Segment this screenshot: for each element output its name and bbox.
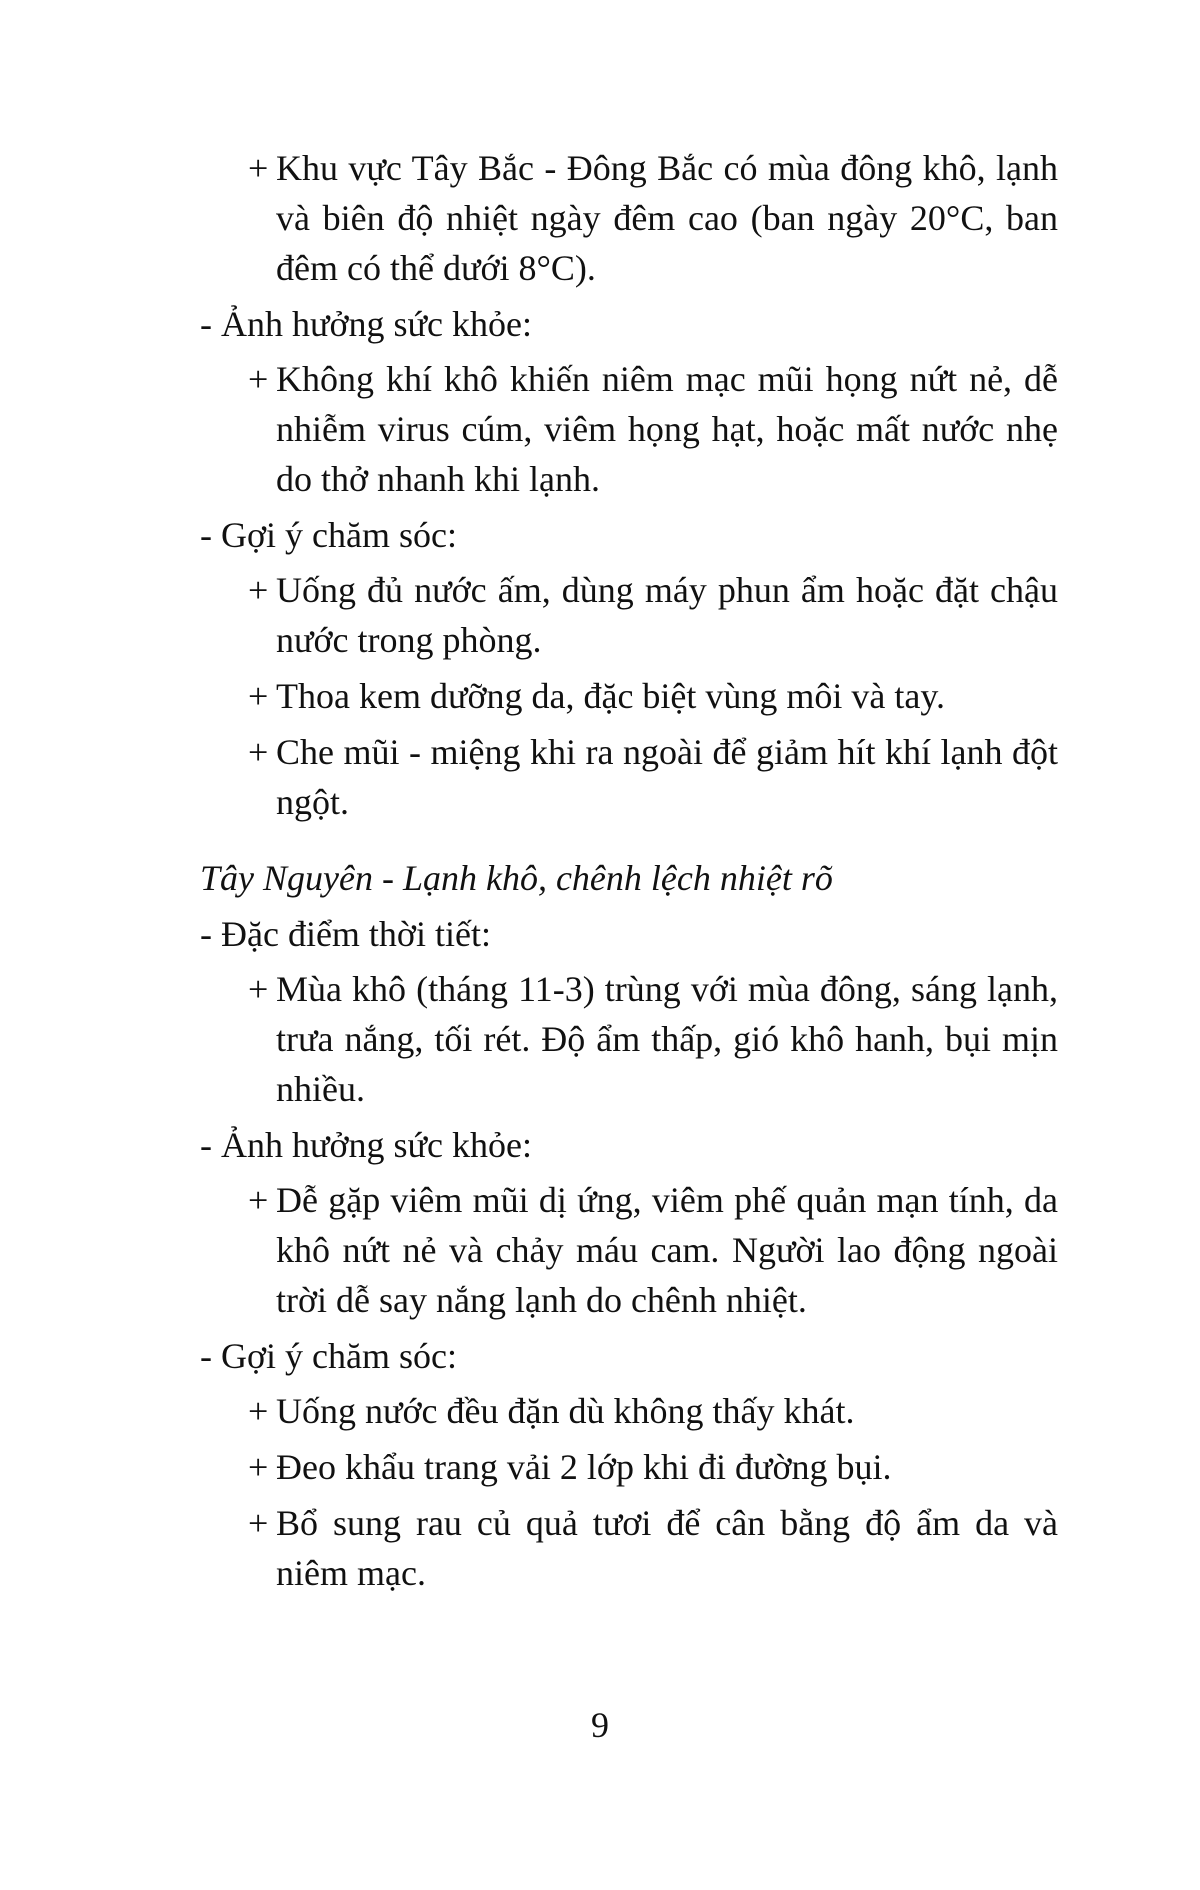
- list-item: [200, 565, 1058, 665]
- section-heading-care-tips: - Gợi ý chăm sóc:: [200, 1336, 457, 1376]
- section-heading-weather: - Đặc điểm thời tiết:: [200, 914, 491, 954]
- list-item-text: Uống nước đều đặn dù không thấy khát.: [276, 1391, 855, 1431]
- section-heading-care-tips: - Gợi ý chăm sóc:: [200, 515, 457, 555]
- list-item-text: Che mũi - miệng khi ra ngoài để giảm hít khí lạnh đột ngột.: [276, 732, 1058, 822]
- plus-bullet: +: [248, 359, 269, 399]
- list-item: [200, 143, 1058, 293]
- list-item: [200, 727, 1058, 827]
- list-item: [200, 964, 1058, 1114]
- list-item: [200, 354, 1058, 504]
- list-item-text: Mùa khô (tháng 11-3) trùng với mùa đông, sáng lạnh, trưa nắng, tối rét. Độ ẩm thấp, gió khô hanh, bụi mịn nhiều.: [276, 969, 1058, 1109]
- plus-bullet: +: [248, 1180, 269, 1220]
- list-item-text: Dễ gặp viêm mũi dị ứng, viêm phế quản mạn tính, da khô nứt nẻ và chảy máu cam. Người lao động ngoài trời dễ say nắng lạnh do chênh nhiệt.: [276, 1180, 1058, 1320]
- section-heading-health-effects: - Ảnh hưởng sức khỏe:: [200, 304, 533, 344]
- page-number: 9: [591, 1705, 609, 1745]
- list-item-text: Bổ sung rau củ quả tươi để cân bằng độ ẩm da và niêm mạc.: [276, 1503, 1058, 1593]
- list-item-text: Uống đủ nước ấm, dùng máy phun ẩm hoặc đặt chậu nước trong phòng.: [276, 570, 1058, 660]
- section-heading-health-effects: - Ảnh hưởng sức khỏe:: [200, 1125, 533, 1165]
- list-item-text: Thoa kem dưỡng da, đặc biệt vùng môi và tay.: [276, 676, 946, 716]
- plus-bullet: +: [248, 969, 269, 1009]
- list-item: [200, 1386, 1058, 1436]
- plus-bullet: +: [248, 148, 269, 188]
- list-item-text: Không khí khô khiến niêm mạc mũi họng nứt nẻ, dễ nhiễm virus cúm, viêm họng hạt, hoặc mất nước nhẹ do thở nhanh khi lạnh.: [276, 359, 1058, 499]
- list-item: [200, 1442, 1058, 1492]
- plus-bullet: +: [248, 1503, 269, 1543]
- page-body: [200, 138, 1058, 1604]
- plus-bullet: +: [248, 1447, 269, 1487]
- list-item-text: Đeo khẩu trang vải 2 lớp khi đi đường bụi.: [276, 1447, 892, 1487]
- plus-bullet: +: [248, 1391, 269, 1431]
- list-item: [200, 1175, 1058, 1325]
- list-item: [200, 1498, 1058, 1598]
- plus-bullet: +: [248, 676, 269, 716]
- region-heading: Tây Nguyên - Lạnh khô, chênh lệch nhiệt rõ: [200, 858, 833, 898]
- list-item-text: Khu vực Tây Bắc - Đông Bắc có mùa đông khô, lạnh và biên độ nhiệt ngày đêm cao (ban ngày 20°C, ban đêm có thể dưới 8°C).: [276, 148, 1058, 288]
- plus-bullet: +: [248, 732, 269, 772]
- list-item: [200, 671, 1058, 721]
- plus-bullet: +: [248, 570, 269, 610]
